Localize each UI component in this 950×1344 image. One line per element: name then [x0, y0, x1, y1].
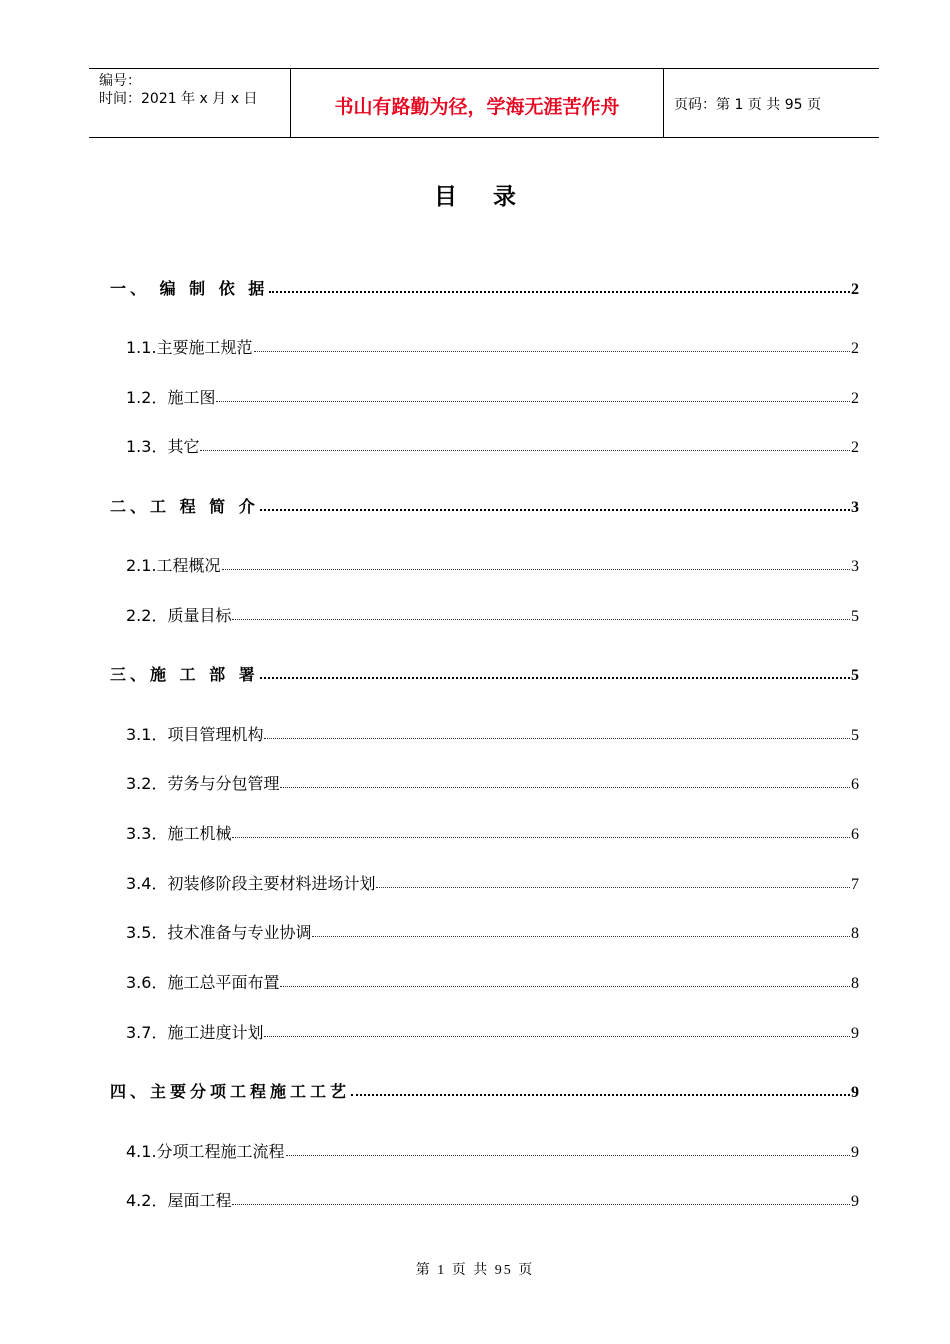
toc-entry-page-number: 9 [851, 1193, 859, 1210]
toc-entry[interactable] [126, 722, 859, 746]
toc-leader-dots [232, 619, 850, 620]
document-number-label: 编号： [99, 73, 141, 89]
toc-leader-dots [260, 509, 850, 511]
toc-entry[interactable] [110, 1079, 859, 1103]
toc-entry-page-number: 2 [851, 340, 859, 357]
toc-entry[interactable] [126, 1020, 859, 1044]
toc-entry-title: 1.2．施工图 [126, 388, 216, 407]
toc-leader-dots [232, 837, 850, 838]
toc-entry[interactable] [110, 662, 859, 686]
toc-entry-page-number: 2 [851, 439, 859, 456]
toc-entry[interactable] [126, 1188, 859, 1212]
toc-entry-title: 3.5．技术准备与专业协调 [126, 923, 312, 942]
toc-entry-title: 3.6．施工总平面布置 [126, 973, 280, 992]
toc-entry[interactable] [126, 920, 859, 944]
toc-entry-page-number: 2 [851, 390, 859, 407]
toc-entry[interactable] [126, 771, 859, 795]
toc-entry-title: 1.1.主要施工规范 [126, 338, 253, 357]
toc-entry-title: 3.3．施工机械 [126, 824, 232, 843]
toc-entry-title: 4.1.分项工程施工流程 [126, 1142, 285, 1161]
toc-entry-title: 3.2．劳务与分包管理 [126, 774, 280, 793]
toc-entry-page-number: 6 [851, 776, 859, 793]
toc-entry[interactable] [126, 970, 859, 994]
toc-entry-page-number: 5 [851, 608, 859, 625]
toc-leader-dots [232, 1204, 850, 1205]
header-motto: 书山有路勤为径，学海无涯苦作舟 [334, 96, 620, 118]
toc-entry-title: 3.1．项目管理机构 [126, 725, 264, 744]
toc-entry-title: 三、施 工 部 署 [110, 665, 259, 684]
toc-leader-dots [264, 738, 850, 739]
header-page-info: 页码：第 1 页 共 95 页 [674, 97, 821, 113]
toc-entry-title: 3.4．初装修阶段主要材料进场计划 [126, 874, 376, 893]
toc-entry-page-number: 3 [851, 558, 859, 575]
toc-entry[interactable] [126, 434, 859, 458]
toc-entry-page-number: 7 [851, 876, 859, 893]
toc-entry-title: 4.2．屋面工程 [126, 1191, 232, 1210]
toc-entry[interactable] [126, 385, 859, 409]
toc-entry-page-number: 8 [851, 925, 859, 942]
toc-leader-dots [260, 677, 850, 679]
toc-leader-dots [280, 986, 850, 987]
toc-leader-dots [351, 1094, 850, 1096]
toc-entry-title: 2.2．质量目标 [126, 606, 232, 625]
toc-entry-title: 1.3．其它 [126, 437, 200, 456]
page-title: 目录 [434, 184, 552, 210]
toc-leader-dots [200, 450, 850, 451]
toc-leader-dots [376, 887, 850, 888]
toc-entry[interactable] [126, 821, 859, 845]
toc-leader-dots [286, 1155, 850, 1156]
toc-leader-dots [222, 569, 850, 570]
toc-entry[interactable] [126, 871, 859, 895]
toc-entry-page-number: 9 [851, 1144, 859, 1161]
toc-entry-title: 3.7．施工进度计划 [126, 1023, 264, 1042]
toc-entry[interactable] [110, 276, 859, 300]
toc-entry-page-number: 2 [851, 281, 859, 298]
toc-entry[interactable] [126, 1139, 859, 1163]
toc-entry[interactable] [126, 603, 859, 627]
toc-entry-page-number: 9 [851, 1084, 859, 1101]
toc-entry-title: 四、主要分项工程施工工艺 [110, 1082, 351, 1101]
toc-entry-title: 一、 编 制 依 据 [110, 279, 269, 298]
toc-leader-dots [216, 401, 850, 402]
toc-entry-page-number: 5 [851, 727, 859, 744]
toc-leader-dots [264, 1036, 850, 1037]
toc-entry-title: 2.1.工程概况 [126, 556, 221, 575]
toc-entry[interactable] [126, 335, 859, 359]
toc-entry-page-number: 5 [851, 667, 859, 684]
toc-leader-dots [254, 351, 850, 352]
toc-leader-dots [280, 787, 850, 788]
toc-entry-page-number: 6 [851, 826, 859, 843]
toc-leader-dots [312, 936, 850, 937]
toc-entry-page-number: 3 [851, 499, 859, 516]
toc-entry-title: 二、工 程 简 介 [110, 497, 259, 516]
toc-entry-page-number: 8 [851, 975, 859, 992]
document-date: 时间：2021 年 x 月 x 日 [99, 91, 258, 107]
toc-entry-page-number: 9 [851, 1025, 859, 1042]
toc-entry[interactable] [126, 553, 859, 577]
toc-entry[interactable] [110, 494, 859, 518]
page-footer: 第 1 页 共 95 页 [415, 1263, 535, 1278]
toc-leader-dots [269, 291, 850, 293]
